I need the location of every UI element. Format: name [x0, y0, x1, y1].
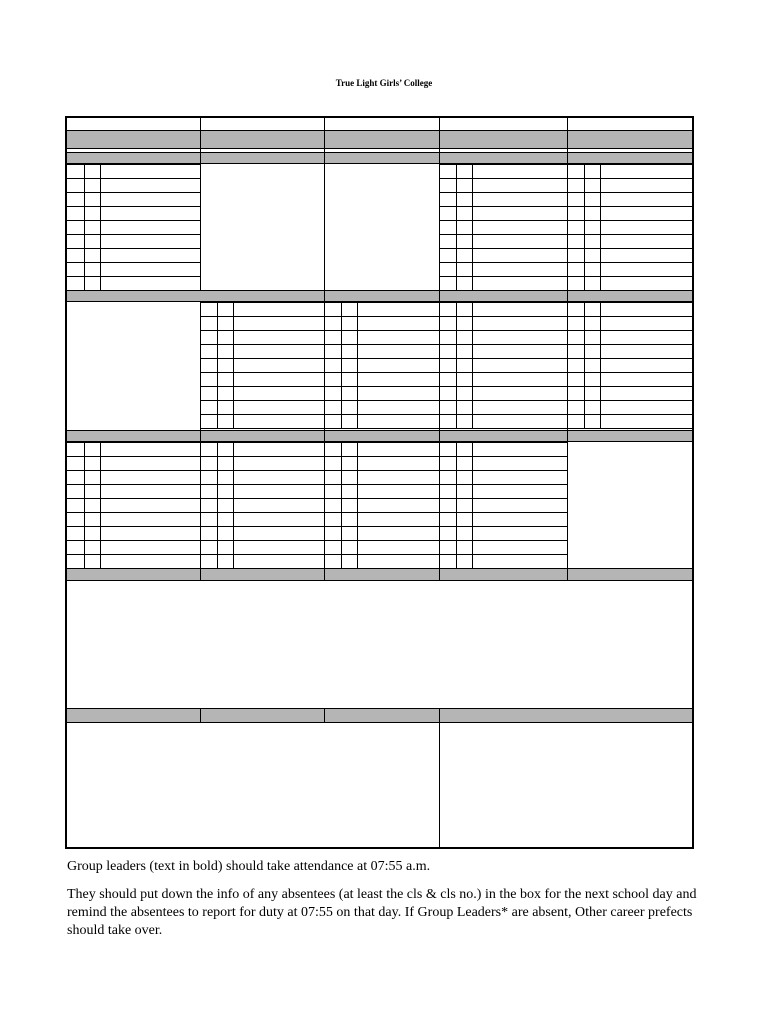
list-row-line	[439, 428, 567, 429]
list-subcolumn-divider	[600, 164, 601, 290]
column-divider	[439, 290, 440, 430]
list-row-line	[67, 540, 200, 541]
list-row-line	[439, 248, 567, 249]
list-row-line	[67, 192, 200, 193]
header-column-divider	[200, 118, 201, 130]
list-row-line	[200, 470, 324, 471]
list-row-line	[567, 316, 692, 317]
list-row-line	[439, 164, 567, 165]
column-divider	[324, 568, 325, 581]
list-row-line	[439, 344, 567, 345]
list-row-line	[67, 456, 200, 457]
list-row-line	[567, 414, 692, 415]
list-subcolumn-divider	[217, 302, 218, 428]
list-subcolumn-divider	[456, 442, 457, 568]
list-subcolumn-divider	[472, 442, 473, 568]
list-row-line	[200, 512, 324, 513]
list-row-line	[567, 262, 692, 263]
list-row-line	[567, 400, 692, 401]
list-row-line	[200, 386, 324, 387]
list-subcolumn-divider	[472, 302, 473, 428]
list-row-line	[439, 512, 567, 513]
list-row-line	[567, 206, 692, 207]
list-row-line	[200, 498, 324, 499]
list-row-line	[67, 526, 200, 527]
list-row-line	[567, 386, 692, 387]
shaded-header-band	[67, 568, 692, 581]
list-subcolumn-divider	[357, 442, 358, 568]
list-subcolumn-divider	[341, 302, 342, 428]
list-row-line	[200, 526, 324, 527]
list-row-line	[200, 358, 324, 359]
column-divider	[200, 130, 201, 290]
list-subcolumn-divider	[100, 164, 101, 290]
list-row-line	[439, 484, 567, 485]
list-row-line	[439, 554, 567, 555]
column-divider	[200, 568, 201, 581]
list-row-line	[567, 220, 692, 221]
list-row-line	[200, 442, 324, 443]
list-row-line	[567, 330, 692, 331]
column-divider	[567, 290, 568, 430]
list-row-line	[439, 302, 567, 303]
list-row-line	[439, 234, 567, 235]
list-subcolumn-divider	[456, 164, 457, 290]
list-row-line	[567, 344, 692, 345]
list-row-line	[439, 192, 567, 193]
list-subcolumn-divider	[600, 302, 601, 428]
list-subcolumn-divider	[341, 442, 342, 568]
column-divider	[324, 708, 325, 723]
note-absentees: They should put down the info of any absentees (at least the cls & cls no.) in the box for the next school day and remind the absentees to report for duty at 07:55 on that day. If Group Leaders* are absent, Other career prefects should take over.	[67, 887, 697, 938]
shaded-header-band	[67, 290, 692, 302]
list-row-line	[439, 526, 567, 527]
list-row-line	[439, 316, 567, 317]
column-divider	[439, 430, 440, 568]
shaded-header-band	[67, 708, 692, 723]
list-row-line	[439, 372, 567, 373]
list-row-line	[200, 456, 324, 457]
column-divider	[439, 130, 440, 290]
header-column-divider	[324, 118, 325, 130]
list-row-line	[567, 248, 692, 249]
list-subcolumn-divider	[584, 302, 585, 428]
duty-roster-table	[65, 116, 694, 849]
list-row-line	[67, 276, 200, 277]
list-row-line	[439, 178, 567, 179]
list-subcolumn-divider	[84, 442, 85, 568]
note-attendance: Group leaders (text in bold) should take attendance at 07:55 a.m.	[67, 859, 431, 874]
list-row-line	[67, 262, 200, 263]
column-divider	[567, 568, 568, 581]
list-row-line	[67, 554, 200, 555]
header-column-divider	[439, 118, 440, 130]
list-row-line	[439, 456, 567, 457]
column-divider	[439, 568, 440, 581]
list-row-line	[439, 386, 567, 387]
list-row-line	[439, 206, 567, 207]
list-row-line	[67, 498, 200, 499]
list-row-line	[67, 220, 200, 221]
list-row-line	[67, 178, 200, 179]
list-row-line	[200, 540, 324, 541]
shaded-header-band	[67, 430, 692, 442]
column-divider	[200, 430, 201, 568]
list-row-line	[567, 234, 692, 235]
shaded-header-band	[67, 152, 692, 164]
list-row-line	[439, 276, 567, 277]
column-divider	[439, 708, 440, 723]
column-divider	[324, 290, 325, 430]
list-subcolumn-divider	[233, 442, 234, 568]
list-subcolumn-divider	[584, 164, 585, 290]
list-row-line	[200, 414, 324, 415]
list-row-line	[439, 262, 567, 263]
list-row-line	[67, 484, 200, 485]
shaded-header-band	[67, 130, 692, 149]
list-row-line	[200, 428, 324, 429]
list-row-line	[439, 330, 567, 331]
list-subcolumn-divider	[217, 442, 218, 568]
document-title: True Light Girls’ College	[335, 78, 433, 88]
list-row-line	[567, 178, 692, 179]
instructions	[67, 858, 707, 950]
list-row-line	[324, 428, 439, 429]
list-row-line	[200, 484, 324, 485]
list-row-line	[439, 400, 567, 401]
list-row-line	[439, 498, 567, 499]
list-subcolumn-divider	[100, 442, 101, 568]
list-row-line	[567, 358, 692, 359]
column-divider	[567, 130, 568, 290]
list-row-line	[200, 554, 324, 555]
list-row-line	[200, 316, 324, 317]
column-divider	[567, 430, 568, 568]
list-row-line	[200, 330, 324, 331]
list-row-line	[200, 400, 324, 401]
list-subcolumn-divider	[357, 302, 358, 428]
list-row-line	[439, 470, 567, 471]
list-row-line	[200, 372, 324, 373]
list-row-line	[67, 234, 200, 235]
list-subcolumn-divider	[233, 302, 234, 428]
list-row-line	[200, 344, 324, 345]
list-row-line	[67, 206, 200, 207]
list-subcolumn-divider	[84, 164, 85, 290]
column-divider	[200, 302, 201, 430]
column-divider	[324, 130, 325, 290]
list-row-line	[67, 248, 200, 249]
column-divider	[324, 430, 325, 568]
list-row-line	[567, 164, 692, 165]
list-row-line	[439, 414, 567, 415]
list-row-line	[567, 372, 692, 373]
list-row-line	[67, 470, 200, 471]
list-row-line	[567, 276, 692, 277]
column-divider	[200, 708, 201, 723]
list-row-line	[567, 428, 692, 429]
list-row-line	[67, 442, 200, 443]
list-row-line	[567, 302, 692, 303]
list-row-line	[67, 512, 200, 513]
list-row-line	[567, 192, 692, 193]
list-row-line	[439, 540, 567, 541]
list-row-line	[439, 442, 567, 443]
list-row-line	[67, 164, 200, 165]
column-divider	[439, 723, 440, 849]
list-row-line	[200, 302, 324, 303]
list-row-line	[439, 358, 567, 359]
list-subcolumn-divider	[472, 164, 473, 290]
header-column-divider	[567, 118, 568, 130]
list-subcolumn-divider	[456, 302, 457, 428]
list-row-line	[439, 220, 567, 221]
